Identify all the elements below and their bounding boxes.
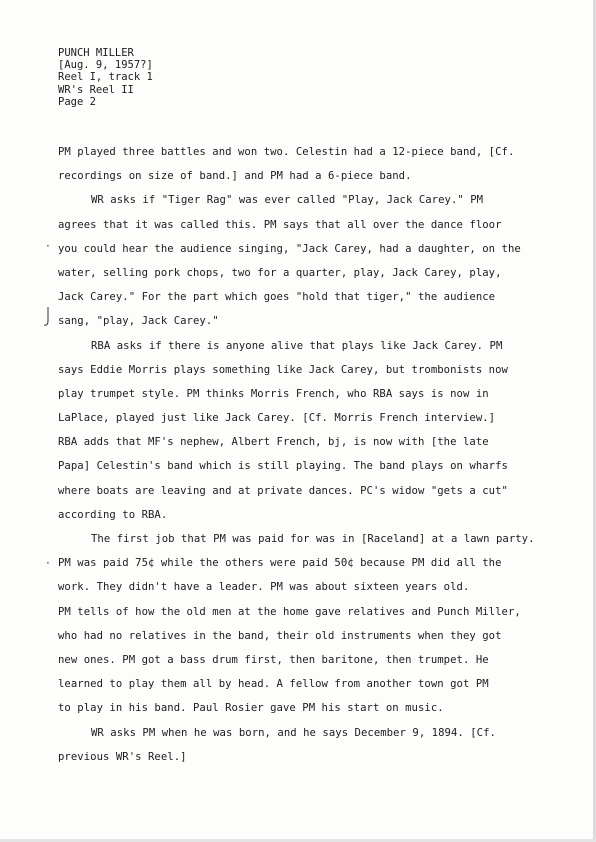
text-line: who had no relatives in the band, their old instruments when they got — [58, 629, 502, 642]
text-line: WR asks PM when he was born, and he says December 9, 1894. [Cf. — [91, 726, 496, 739]
margin-dot-mark: · — [46, 239, 50, 253]
header-interviewee: PUNCH MILLER — [58, 47, 134, 59]
header-page-number: Page 2 — [58, 95, 96, 108]
margin-pen-mark — [42, 306, 54, 328]
text-line: Jack Carey." For the part which goes "hold that tiger," the audience — [58, 291, 496, 304]
text-line: RBA adds that MF's nephew, Albert French, bj, is now with [the late — [58, 436, 489, 449]
text-line: sang, "play, Jack Carey." — [58, 315, 219, 328]
text-line: WR asks if "Tiger Rag" was ever called "Play, Jack Carey." PM — [91, 194, 484, 207]
text-line: to play in his band. Paul Rosier gave PM his start on music. — [58, 702, 444, 715]
text-line: LaPlace, played just like Jack Carey. [Cf. Morris French interview.] — [58, 412, 496, 425]
transcript-body — [58, 144, 588, 773]
text-line: says Eddie Morris plays something like Jack Carey, but trombonists now — [58, 363, 508, 376]
text-line: work. They didn't have a leader. PM was about sixteen years old. — [58, 581, 470, 594]
header-reel-track: Reel I, track 1 — [58, 71, 153, 84]
text-line: PM tells of how the old men at the home gave relatives and Punch Miller, — [58, 605, 521, 618]
margin-dot-mark: · — [46, 556, 50, 570]
text-line: Papa] Celestin's band which is still playing. The band plays on wharfs — [58, 460, 508, 473]
text-line: according to RBA. — [58, 508, 168, 521]
text-line: agrees that it was called this. PM says that all over the dance floor — [58, 218, 502, 231]
text-line: you could hear the audience singing, "Jack Carey, had a daughter, on the — [58, 242, 521, 255]
text-line: The first job that PM was paid for was in [Raceland] at a lawn party. — [91, 533, 535, 545]
text-line: PM played three battles and won two. Celestin had a 12-piece band, [Cf. — [58, 146, 515, 158]
text-line: water, selling pork chops, two for a quarter, play, Jack Carey, play, — [58, 266, 502, 279]
text-line: play trumpet style. PM thinks Morris French, who RBA says is now in — [58, 387, 489, 400]
text-line: recordings on size of band.] and PM had a 6-piece band. — [58, 170, 412, 183]
transcript-header — [58, 47, 153, 108]
text-line: RBA asks if there is anyone alive that plays like Jack Carey. PM — [91, 339, 503, 352]
text-line: where boats are leaving and at private dances. PC's widow "gets a cut" — [58, 484, 508, 497]
header-date: [Aug. 9, 1957?] — [58, 59, 153, 72]
text-line: learned to play them all by head. A fellow from another town got PM — [58, 678, 489, 691]
header-wr-reel: WR's Reel II — [58, 83, 134, 96]
text-line: new ones. PM got a bass drum first, then baritone, then trumpet. He — [58, 653, 489, 666]
text-line: previous WR's Reel.] — [58, 750, 187, 763]
text-line: PM was paid 75¢ while the others were paid 50¢ because PM did all the — [58, 557, 502, 570]
